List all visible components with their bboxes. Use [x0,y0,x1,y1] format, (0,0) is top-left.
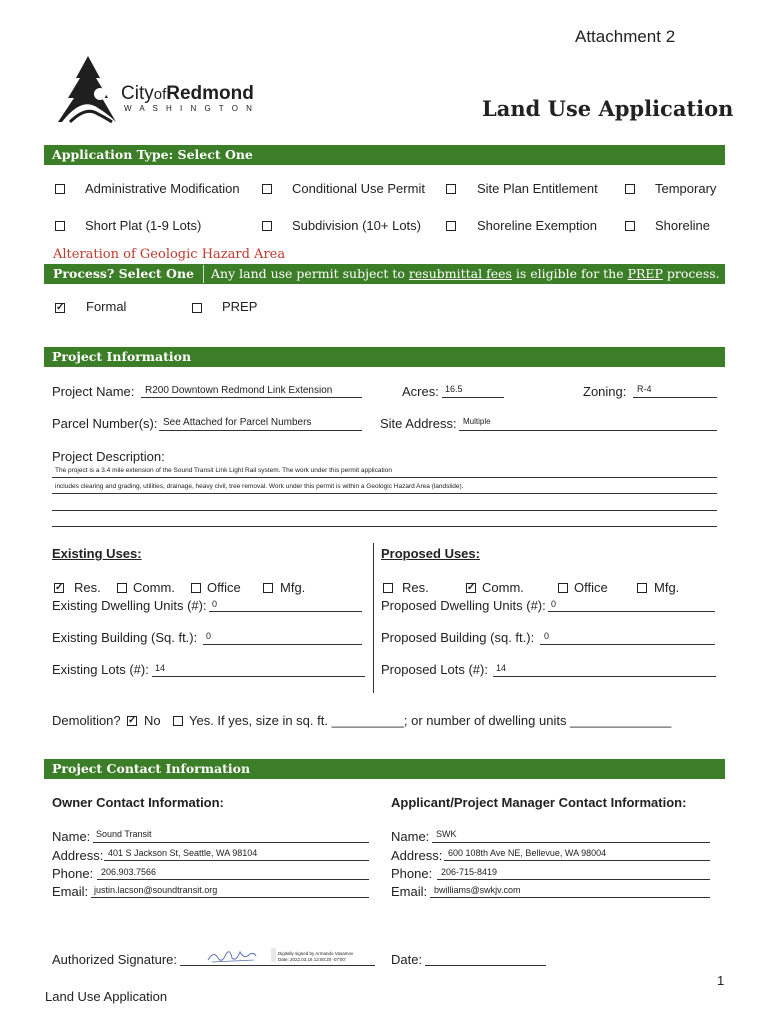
process-bar [44,264,725,284]
existing-building-line [203,644,362,645]
owner-email-value[interactable]: justin.lacson@soundtransit.org [94,885,218,895]
applicant-contact-heading: Applicant/Project Manager Contact Information: [391,795,687,810]
owner-name-line [93,842,369,843]
parcel-line [159,430,362,431]
existing-lots-label: Existing Lots (#): [52,662,149,677]
existing-comm-checkbox[interactable] [117,583,127,593]
applicant-address-label: Address: [391,848,443,863]
logo-city: City [121,83,154,104]
shoreline-exemption-checkbox[interactable] [446,221,456,231]
shoreline-exemption-label: Shoreline Exemption [477,218,597,233]
demolition-no-checkbox[interactable]: ✓ [128,715,137,726]
page-number: 1 [717,973,725,988]
existing-office-checkbox[interactable] [191,583,201,593]
cup-checkbox[interactable] [262,184,272,194]
project-name-value[interactable]: R200 Downtown Redmond Link Extension [145,385,333,396]
parcel-value[interactable]: See Attached for Parcel Numbers [163,417,312,428]
description-rule-2 [52,493,717,494]
subdivision-label: Subdivision (10+ Lots) [292,218,421,233]
owner-phone-value[interactable]: 206.903.7566 [101,867,157,877]
site-plan-label: Site Plan Entitlement [477,181,598,196]
applicant-address-line [444,860,710,861]
applicant-email-value[interactable]: bwilliams@swkjv.com [434,885,521,895]
footer-doc-name: Land Use Application [45,989,168,1004]
proposed-building-value[interactable]: 0 [544,631,550,641]
process-note [211,264,720,284]
proposed-office-label: Office [574,580,608,595]
site-address-label: Site Address: [380,416,457,431]
existing-dwelling-line [209,611,362,612]
cup-label: Conditional Use Permit [292,181,425,196]
proposed-lots-line [493,676,716,677]
owner-address-line [104,860,369,861]
zoning-value[interactable]: R-4 [637,384,652,394]
shoreline-label: Shoreline [655,218,710,233]
applicant-phone-label: Phone: [391,866,433,881]
demolition-no-label: No [144,713,161,728]
process-bar-title: Process? Select One [53,266,194,281]
process-bar-divider [203,265,204,283]
owner-name-label: Name: [52,829,91,844]
owner-email-line [91,897,369,898]
owner-phone-line [97,879,369,880]
owner-address-label: Address: [52,848,104,863]
logo-state: W A S H I N G T O N [124,104,255,113]
proposed-uses-heading: Proposed Uses: [381,546,480,561]
applicant-name-label: Name: [391,829,430,844]
process-note-mid: is eligible for the [511,266,628,281]
proposed-dwelling-line [548,611,715,612]
proposed-dwelling-label: Proposed Dwelling Units (#): [381,598,546,613]
site-plan-checkbox[interactable] [446,184,456,194]
demolition-yes-label: Yes. If yes, size in sq. ft. __________; or number of dwelling units ______________ [189,713,672,728]
page-title: Land Use Application [482,96,734,121]
resubmittal-fees-link[interactable]: resubmittal fees [408,266,512,281]
applicant-phone-value[interactable]: 206-715-8419 [441,867,498,877]
handwritten-signature-icon[interactable] [206,946,258,966]
existing-building-label: Existing Building (Sq. ft.): [52,630,198,645]
subdivision-checkbox[interactable] [262,221,272,231]
site-address-value[interactable]: Multiple [463,417,491,426]
existing-res-checkbox[interactable]: ✓ [55,582,64,593]
tree-mountain-icon [52,56,122,128]
description-rule-3 [52,510,717,511]
demolition-yes-checkbox[interactable] [173,716,183,726]
logo-of: of [153,86,167,103]
description-rule-1 [52,477,717,478]
shoreline-checkbox[interactable] [625,221,635,231]
existing-dwelling-label: Existing Dwelling Units (#): [52,598,207,613]
proposed-dwelling-value[interactable]: 0 [551,599,557,609]
short-plat-label: Short Plat (1-9 Lots) [85,218,202,233]
owner-email-label: Email: [52,884,89,899]
existing-mfg-checkbox[interactable] [263,583,273,593]
existing-building-value[interactable]: 0 [206,631,212,641]
proposed-mfg-checkbox[interactable] [637,583,647,593]
owner-phone-label: Phone: [52,866,94,881]
proposed-building-label: Proposed Building (sq. ft.): [381,630,535,645]
process-note-suffix: process. [662,266,720,281]
demolition-label: Demolition? [52,713,121,728]
owner-name-value[interactable]: Sound Transit [96,829,152,839]
date-label: Date: [391,952,423,967]
short-plat-checkbox[interactable] [55,221,65,231]
project-description-line2[interactable]: includes clearing and grading, utilities, drainage, heavy civil, tree removal. Work under this permit is within a Geologic Hazard Area (landslide). [55,483,464,490]
process-note-prefix: Any land use permit subject to [211,266,409,281]
uses-divider [373,543,374,693]
existing-uses-heading: Existing Uses: [52,546,142,561]
signature-stamp-line2: Date: 2022.03.16 12:50:20 -07'00' [278,957,346,962]
existing-comm-label: Comm. [133,580,175,595]
project-info-bar: Project Information [44,347,725,367]
project-description-line1[interactable]: The project is a 3.4 mile extension of the Sound Transit Link Light Rail system. The work under this permit application [55,467,392,474]
application-type-bar: Application Type: Select One [44,145,725,165]
proposed-comm-checkbox[interactable]: ✓ [467,582,476,593]
project-name-line [141,397,362,398]
prep-checkbox[interactable] [192,303,202,313]
proposed-lots-value[interactable]: 14 [496,663,507,673]
prep-link[interactable]: PREP [627,266,663,281]
geologic-hazard-text: Alteration of Geologic Hazard Area [53,247,286,262]
proposed-res-label: Res. [402,580,429,595]
formal-checkbox[interactable]: ✓ [56,302,65,313]
logo-redmond: Redmond [166,83,254,104]
existing-mfg-label: Mfg. [280,580,306,595]
proposed-comm-label: Comm. [482,580,524,595]
description-rule-4 [52,526,717,527]
acres-label: Acres: [402,384,439,399]
owner-address-value[interactable]: 401 S Jackson St, Seattle, WA 98104 [108,848,258,858]
applicant-name-line [432,842,710,843]
existing-lots-line [152,676,365,677]
date-line [425,965,546,966]
proposed-lots-label: Proposed Lots (#): [381,662,488,677]
city-logo [52,56,272,128]
proposed-building-line [540,644,715,645]
proposed-res-checkbox[interactable] [383,583,393,593]
admin-mod-checkbox[interactable] [55,184,65,194]
acres-value[interactable]: 16.5 [445,384,463,394]
parcel-label: Parcel Number(s): [52,416,158,431]
existing-res-label: Res. [74,580,101,595]
project-name-label: Project Name: [52,384,135,399]
admin-mod-label: Administrative Modification [85,181,240,196]
applicant-email-label: Email: [391,884,428,899]
owner-contact-heading: Owner Contact Information: [52,795,224,810]
applicant-name-value[interactable]: SWK [436,829,457,839]
contact-info-bar: Project Contact Information [44,759,725,779]
temporary-checkbox[interactable] [625,184,635,194]
existing-lots-value[interactable]: 14 [155,663,166,673]
prep-label: PREP [222,299,258,314]
temporary-label: Temporary [655,181,717,196]
applicant-email-line [430,897,710,898]
zoning-label: Zoning: [583,384,627,399]
formal-label: Formal [86,299,127,314]
proposed-mfg-label: Mfg. [654,580,680,595]
project-description-label: Project Description: [52,449,165,464]
applicant-address-value[interactable]: 600 108th Ave NE, Bellevue, WA 98004 [448,848,607,858]
existing-dwelling-value[interactable]: 0 [212,599,218,609]
signature-stamp-mark [271,948,276,962]
authorized-signature-label: Authorized Signature: [52,952,178,967]
acres-line [442,397,504,398]
site-address-line [459,430,717,431]
attachment-label: Attachment 2 [575,27,676,46]
existing-office-label: Office [207,580,241,595]
proposed-office-checkbox[interactable] [558,583,568,593]
applicant-phone-line [437,879,710,880]
signature-stamp-line1: Digitally signed by Armando Vasamov [278,951,354,956]
zoning-line [633,397,717,398]
